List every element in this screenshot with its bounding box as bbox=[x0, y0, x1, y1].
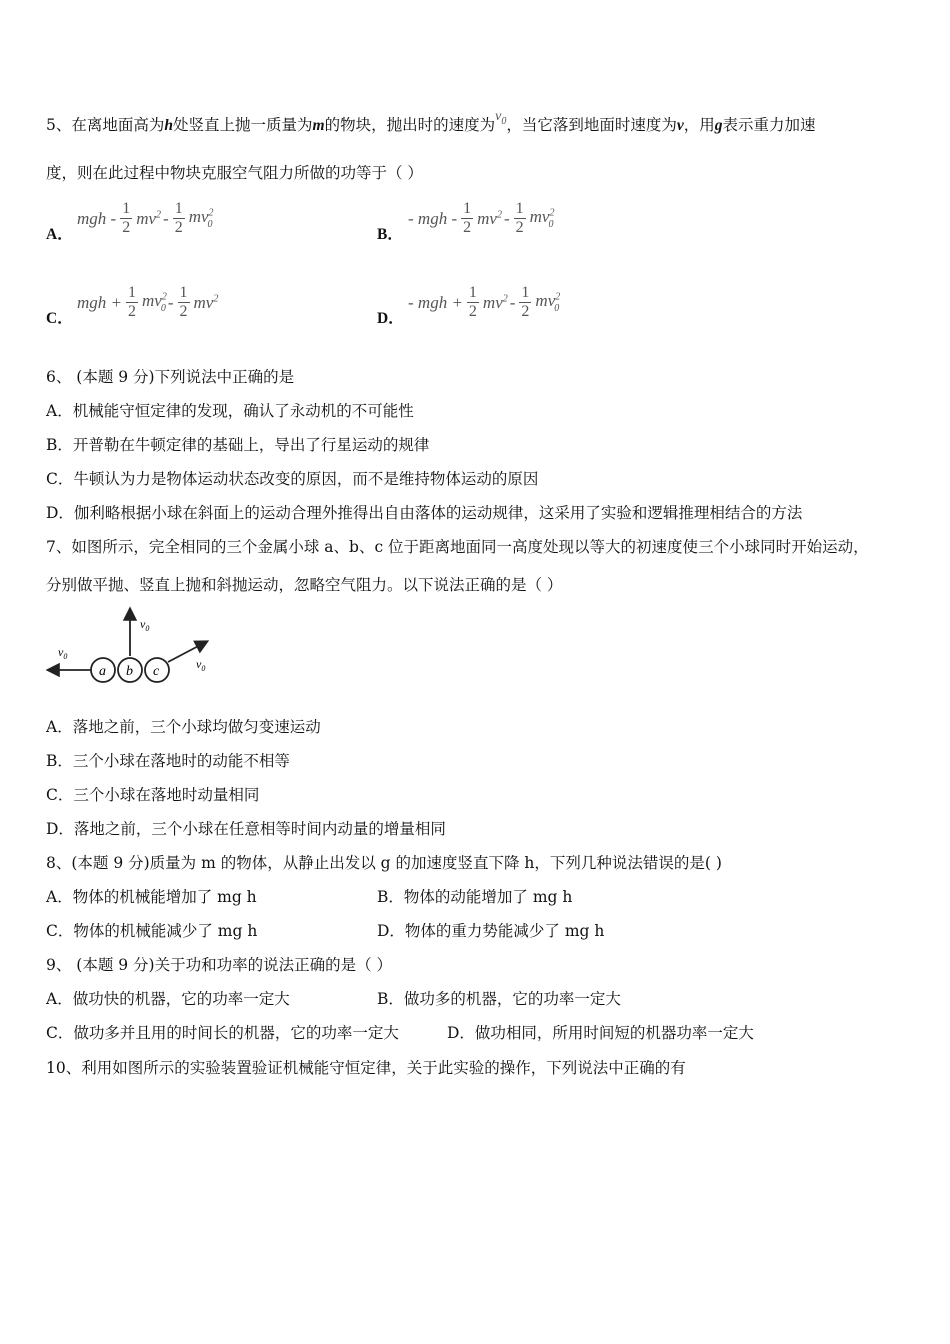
q5-option-c-label: C． bbox=[46, 310, 73, 327]
v0-up-label: $v_0$ bbox=[140, 617, 150, 633]
q8-option-d: D．物体的重力势能减少了 mg h bbox=[377, 922, 605, 940]
q5-option-d-label: D． bbox=[377, 310, 404, 327]
q5-option-c-formula: mgh + $\frac{1}{2}$ $mv^2_0$ - $\frac{1}{2}$ $mv^2$ bbox=[77, 284, 219, 320]
q8-option-c: C．物体的机械能减少了 mg h bbox=[46, 922, 258, 940]
q8-option-b: B．物体的动能增加了 mg h bbox=[377, 888, 573, 906]
q5-option-a-label: A． bbox=[46, 226, 73, 243]
q5-stem-line2: 度，则在此过程中物块克服空气阻力所做的功等于（ ） bbox=[46, 164, 423, 182]
q5-option-b-formula: - mgh - $\frac{1}{2}$ $mv^2$ - $\frac{1}{2}$ $mv^2_0$ bbox=[408, 200, 555, 236]
q5-v0-symbol: $v_0$ bbox=[495, 109, 507, 127]
q5-option-d-formula: - mgh + $\frac{1}{2}$ $mv^2$ - $\frac{1}{2}$ $mv^2_0$ bbox=[408, 284, 561, 320]
v0-left-label: $v_0$ bbox=[58, 645, 68, 661]
q6-option-c: C．牛顿认为力是物体运动状态改变的原因，而不是维持物体运动的原因 bbox=[46, 470, 539, 488]
ball-a-label: a bbox=[99, 664, 106, 679]
q10-stem: 10、利用如图所示的实验装置验证机械能守恒定律，关于此实验的操作，下列说法中正确的有 bbox=[46, 1059, 686, 1077]
q9-option-c: C．做功多并且用的时间长的机器，它的功率一定大 bbox=[46, 1024, 399, 1042]
q6-option-b: B．开普勒在牛顿定律的基础上，导出了行星运动的规律 bbox=[46, 436, 430, 454]
ball-c-label: c bbox=[153, 664, 160, 679]
v0-oblique-label: $v_0$ bbox=[196, 657, 206, 673]
ball-b-label: b bbox=[126, 664, 133, 679]
q8-stem: 8、(本题 9 分)质量为 m 的物体，从静止出发以 g 的加速度竖直下降 h，下列几种说法错误的是( ) bbox=[46, 854, 722, 872]
q5-option-b-label: B． bbox=[377, 226, 403, 243]
q8-option-a: A．物体的机械能增加了 mg h bbox=[46, 888, 257, 906]
q7-figure bbox=[44, 604, 224, 688]
q5-stem-line1: 5、在离地面高为h处竖直上抛一质量为m的物块，抛出时的速度为$v_0$，当它落到地面时速度为v，用g表示重力加速 bbox=[46, 109, 816, 134]
q9-option-a: A．做功快的机器，它的功率一定大 bbox=[46, 990, 290, 1008]
q6-stem: 6、 (本题 9 分)下列说法中正确的是 bbox=[46, 368, 295, 386]
q7-option-c: C．三个小球在落地时动量相同 bbox=[46, 786, 260, 804]
q7-option-b: B．三个小球在落地时的动能不相等 bbox=[46, 752, 290, 770]
q7-option-d: D．落地之前，三个小球在任意相等时间内动量的增量相同 bbox=[46, 820, 446, 838]
q9-option-d: D．做功相同，所用时间短的机器功率一定大 bbox=[447, 1024, 754, 1042]
q7-stem-line1: 7、如图所示，完全相同的三个金属小球 a、b、c 位于距离地面同一高度处现以等大的初速度使三个小球同时开始运动， bbox=[46, 538, 869, 556]
q7-stem-line2: 分别做平抛、竖直上抛和斜抛运动，忽略空气阻力。以下说法正确的是（ ） bbox=[46, 576, 563, 594]
q6-option-d: D．伽利略根据小球在斜面上的运动合理外推得出自由落体的运动规律，这采用了实验和逻辑推理相结合的方法 bbox=[46, 504, 803, 522]
q7-option-a: A．落地之前，三个小球均做匀变速运动 bbox=[46, 718, 321, 736]
q9-option-b: B．做功多的机器，它的功率一定大 bbox=[377, 990, 621, 1008]
q9-stem: 9、 (本题 9 分)关于功和功率的说法正确的是（ ） bbox=[46, 956, 393, 974]
q6-option-a: A．机械能守恒定律的发现，确认了永动机的不可能性 bbox=[46, 402, 414, 420]
q5-option-a-formula: mgh - $\frac{1}{2}$ $mv^2$ - $\frac{1}{2}$ $mv^2_0$ bbox=[77, 200, 214, 236]
